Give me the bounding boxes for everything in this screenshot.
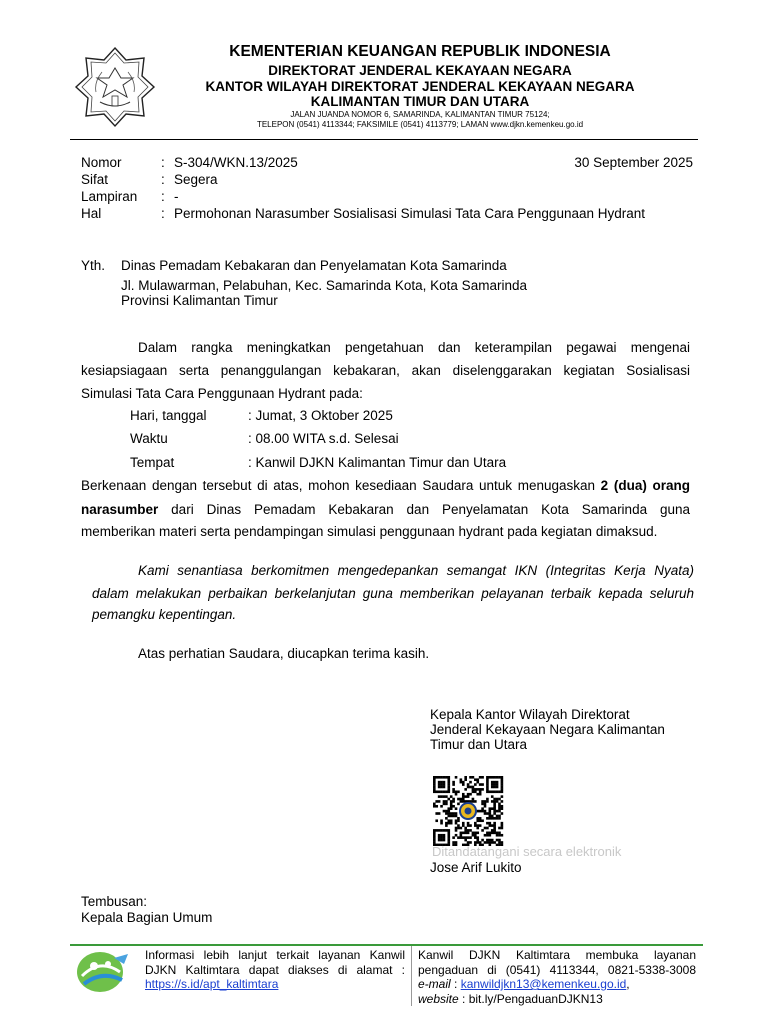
footer-right-line-1: Kanwil DJKN Kaltimtara membuka layanan <box>418 948 696 962</box>
event-label-time: Waktu <box>130 431 168 446</box>
body-paragraph-1-line-2: kesiapsiagaan serta penanggulangan kebakaran, akan diselenggarakan kegiatan Sosialisasi <box>81 363 690 378</box>
lampiran-colon: : <box>161 189 165 204</box>
letterhead-address: JALAN JUANDA NOMOR 6, SAMARINDA, KALIMANTAN TIMUR 75124; <box>290 110 550 119</box>
footer-right-email-line <box>418 977 696 992</box>
tembusan-item: Kepala Bagian Umum <box>81 910 213 925</box>
email-label: e-mail <box>418 977 451 991</box>
letterhead-rule <box>70 139 698 140</box>
ikn-line-1: Kami senantiasa berkomitmen mengedepankan semangat IKN (Integritas Kerja Nyata) <box>138 563 694 578</box>
hal-value: Permohonan Narasumber Sosialisasi Simulasi Tata Cara Penggunaan Hydrant <box>174 206 646 221</box>
email-sep: : <box>450 977 461 991</box>
letter-date: 30 September 2025 <box>574 155 693 170</box>
footer-left-line-1: Informasi lebih lanjut terkait layanan Kanwil <box>145 948 405 962</box>
web-label: website <box>418 991 459 1006</box>
footer-right <box>418 948 696 1006</box>
body-paragraph-1-line-1: Dalam rangka meningkatkan pengetahuan dan keterampilan pegawai mengenai <box>138 340 690 355</box>
ikn-line-2: dalam melakukan perbaikan berkelanjutan guna memberikan pelayanan terbaik kepada seluruh <box>92 586 694 601</box>
footer-left-link[interactable]: https://s.id/apt_kaltimtara <box>145 977 279 991</box>
letterhead-regional-office: KANTOR WILAYAH DIREKTORAT JENDERAL KEKAYAAN NEGARA <box>205 79 635 94</box>
letterhead-region: KALIMANTAN TIMUR DAN UTARA <box>310 94 530 109</box>
body-paragraph-1-line-3: Simulasi Tata Cara Penggunaan Hydrant pada: <box>81 386 363 401</box>
event-value-time: : 08.00 WITA s.d. Selesai <box>248 431 399 446</box>
footer-left-line-2: DJKN Kaltimtara dapat diakses di alamat : <box>145 962 405 977</box>
recipient-address-2: Provinsi Kalimantan Timur <box>121 293 278 308</box>
event-label-date: Hari, tanggal <box>130 408 207 423</box>
hal-label: Hal <box>81 206 102 221</box>
sifat-value: Segera <box>174 172 218 187</box>
body-paragraph-2-line-1 <box>81 474 690 498</box>
event-label-place: Tempat <box>130 455 175 470</box>
ikn-line-3: pemangku kepentingan. <box>92 607 237 622</box>
sifat-colon: : <box>161 172 165 187</box>
e-sign-note: Ditandatangani secara elektronik <box>432 844 622 859</box>
email-end: , <box>626 977 630 991</box>
web-value: : bit.ly/PengaduanDJKN13 <box>458 991 603 1006</box>
service-logo <box>74 950 130 994</box>
p2-bold-narasumber: narasumber <box>81 502 159 517</box>
event-value-place: : Kanwil DJKN Kalimantan Timur dan Utara <box>248 455 507 470</box>
signatory-name: Jose Arif Lukito <box>430 860 522 875</box>
closing-text: Atas perhatian Saudara, diucapkan terima kasih. <box>138 646 430 661</box>
lampiran-label: Lampiran <box>81 189 138 204</box>
lampiran-value: - <box>174 189 179 204</box>
footer-left <box>145 948 405 992</box>
nomor-value: S-304/WKN.13/2025 <box>174 155 298 170</box>
footer-divider <box>411 946 412 1006</box>
letterhead-ministry: KEMENTERIAN KEUANGAN REPUBLIK INDONESIA <box>229 43 611 60</box>
sifat-label: Sifat <box>81 172 109 187</box>
qr-code <box>433 776 505 846</box>
hal-colon: : <box>161 206 165 221</box>
p2-text-a: Berkenaan dengan tersebut di atas, mohon kesediaan Saudara untuk menugaskan <box>81 478 601 493</box>
signature-title-line-2: Jenderal Kekayaan Negara Kalimantan <box>430 722 665 737</box>
footer-right-line-2: pengaduan di (0541) 4113344, 0821-5338-3008 <box>418 962 696 977</box>
p2-bold-count: 2 (dua) orang <box>600 478 690 493</box>
recipient-name: Dinas Pemadam Kebakaran dan Penyelamatan Kota Samarinda <box>121 258 507 273</box>
footer-right-web-line <box>418 992 696 1007</box>
signature-title-line-3: Timur dan Utara <box>430 737 528 752</box>
tembusan-label: Tembusan: <box>81 894 148 909</box>
body-paragraph-2-line-3: memberikan materi serta pendampingan simulasi penggunaan hydrant pada kegiatan dimaksud. <box>81 524 658 539</box>
recipient-address-1: Jl. Mulawarman, Pelabuhan, Kec. Samarinda Kota, Kota Samarinda <box>121 278 527 293</box>
nomor-colon: : <box>161 155 165 170</box>
signature-title-line-1: Kepala Kantor Wilayah Direktorat <box>430 707 630 722</box>
footer-rule <box>70 944 703 946</box>
letterhead-contact: TELEPON (0541) 4113344; FAKSIMILE (0541) 4113779; LAMAN www.djkn.kemenkeu.go.id <box>256 120 584 129</box>
recipient-prefix: Yth. <box>81 258 106 273</box>
ministry-logo <box>72 44 158 130</box>
event-value-date: : Jumat, 3 Oktober 2025 <box>248 408 393 423</box>
footer-email-link[interactable]: kanwildjkn13@kemenkeu.go.id <box>460 977 627 991</box>
body-paragraph-2-line-2 <box>81 498 690 522</box>
p2-text-b: dari Dinas Pemadam Kebakaran dan Penyelamatan Kota Samarinda guna <box>158 502 690 517</box>
nomor-label: Nomor <box>81 155 122 170</box>
letterhead-directorate: DIREKTORAT JENDERAL KEKAYAAN NEGARA <box>268 63 572 78</box>
